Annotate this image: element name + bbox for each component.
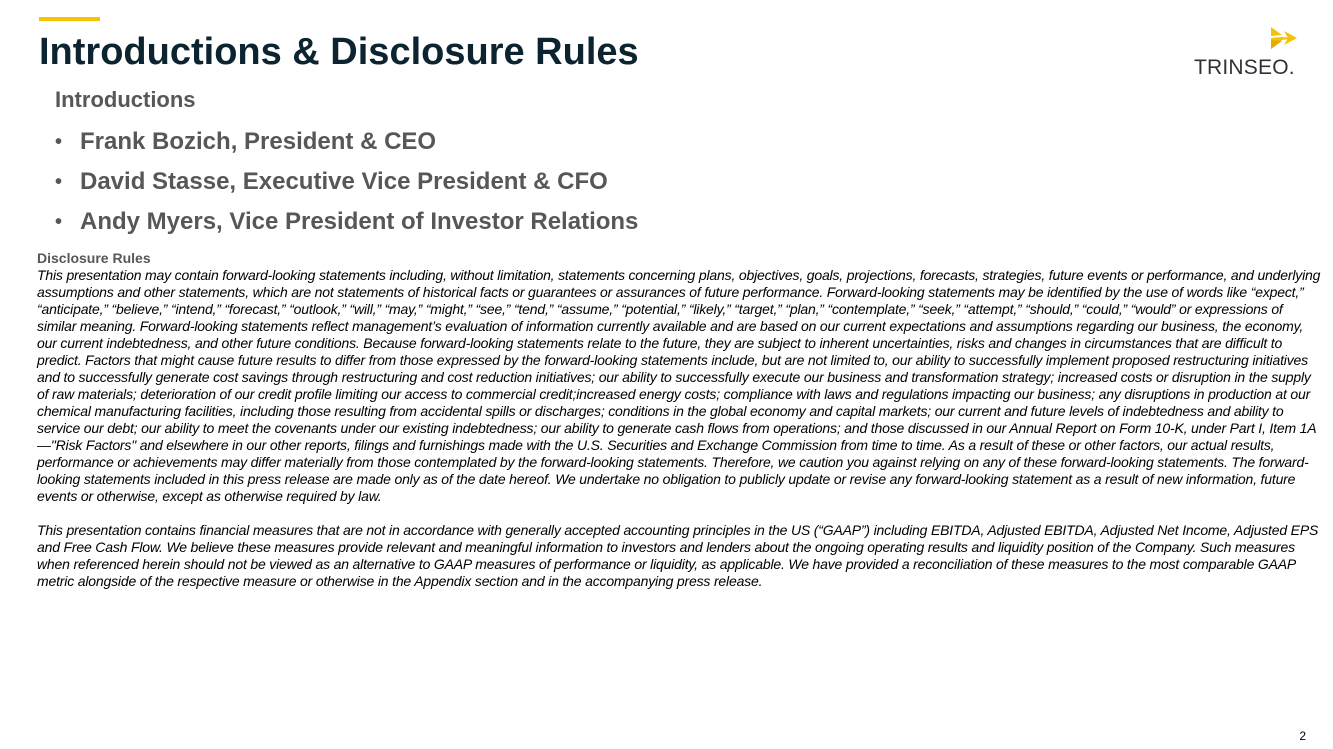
person-name-title: David Stasse, Executive Vice President & CFO — [80, 168, 608, 195]
title-accent-bar — [39, 17, 100, 21]
introduction-item — [55, 202, 638, 242]
introduction-item — [55, 162, 638, 202]
bullet-icon: • — [55, 210, 63, 233]
introductions-list — [55, 122, 638, 242]
logo-wordmark: TRINSEO. — [1194, 56, 1295, 79]
disclosure-section — [37, 250, 1323, 590]
introductions-heading: Introductions — [55, 87, 196, 112]
non-gaap-measures-paragraph: This presentation contains financial measures that are not in accordance with generally accepted accounting principles in the US (“GAAP”) including EBITDA, Adjusted EBITDA, Adjusted Net Income, Adjusted EPS and Free Cash Flow. We believe these measures provide relevant and meaningful information to investors and lenders about the ongoing operating results and liquidity position of the Company. Such measures when referenced herein should not be viewed as an alternative to GAAP measures of performance or liquidity, as applicable. We have provided a reconciliation of these measures to the most comparable GAAP metric alongside of the respective measure or otherwise in the Appendix section and in the accompanying press release. — [37, 522, 1319, 589]
disclosure-heading: Disclosure Rules — [37, 250, 151, 266]
bullet-icon: • — [55, 170, 63, 193]
person-name-title: Frank Bozich, President & CEO — [80, 128, 437, 155]
page-title: Introductions & Disclosure Rules — [39, 31, 639, 73]
page-number: 2 — [1299, 729, 1306, 743]
person-name-title: Andy Myers, Vice President of Investor Relations — [80, 208, 639, 235]
trinseo-logo — [1188, 25, 1308, 85]
trinseo-chevron-mark-icon — [1271, 27, 1297, 49]
bullet-icon: • — [55, 130, 63, 153]
forward-looking-statements-paragraph: This presentation may contain forward-looking statements including, without limitation, statements concerning plans, objectives, goals, projections, forecasts, strategies, future events or performance, and underlying assumptions and other statements, which are not statements of historical facts or guarantees or assurances of future performance. Forward-looking statements may be identified by the use of words like “expect,” “anticipate,” “believe,” “intend,” “forecast,” “outlook,” “will,” “may,” “might,” “see,” “tend,” “assume,” “potential,” “likely,” “target,” “plan,” “contemplate,” “seek,” “attempt,” “should,” “could,” “would” or expressions of similar meaning. Forward-looking statements reflect management’s evaluation of information currently available and are based on our current expectations and assumptions regarding our business, the economy, our current indebtedness, and other future conditions. Because forward-looking statements relate to the future, they are subject to inherent uncertainties, risks and changes in circumstances that are difficult to predict. Factors that might cause future results to differ from those expressed by the forward-looking statements include, but are not limited to, our ability to successfully implement proposed restructuring initiatives and to successfully generate cost savings through restructuring and cost reduction initiatives; our ability to successfully execute our business and transformation strategy; increased costs or disruption in the supply of raw materials; deterioration of our credit profile limiting our access to commercial credit;increased energy costs; compliance with laws and regulations impacting our business; any disruptions in production at our chemical manufacturing facilities, including those resulting from accidental spills or discharges; conditions in the global economy and capital markets; our current and future levels of indebtedness and ability to service our debt; our ability to meet the covenants under our existing indebtedness; our ability to generate cash flows from operations; and those discussed in our Annual Report on Form 10-K, under Part I, Item 1A —"Risk Factors" and elsewhere in our other reports, filings and furnishings made with the U.S. Securities and Exchange Commission from time to time. As a result of these or other factors, our actual results, performance or achievements may differ materially from those contemplated by the forward-looking statements. Therefore, we caution you against relying on any of these forward-looking statements. The forward-looking statements included in this press release are made only as of the date hereof. We undertake no obligation to publicly update or revise any forward-looking statement as a result of new information, future events or otherwise, except as otherwise required by law. — [37, 267, 1321, 504]
introduction-item — [55, 122, 638, 162]
